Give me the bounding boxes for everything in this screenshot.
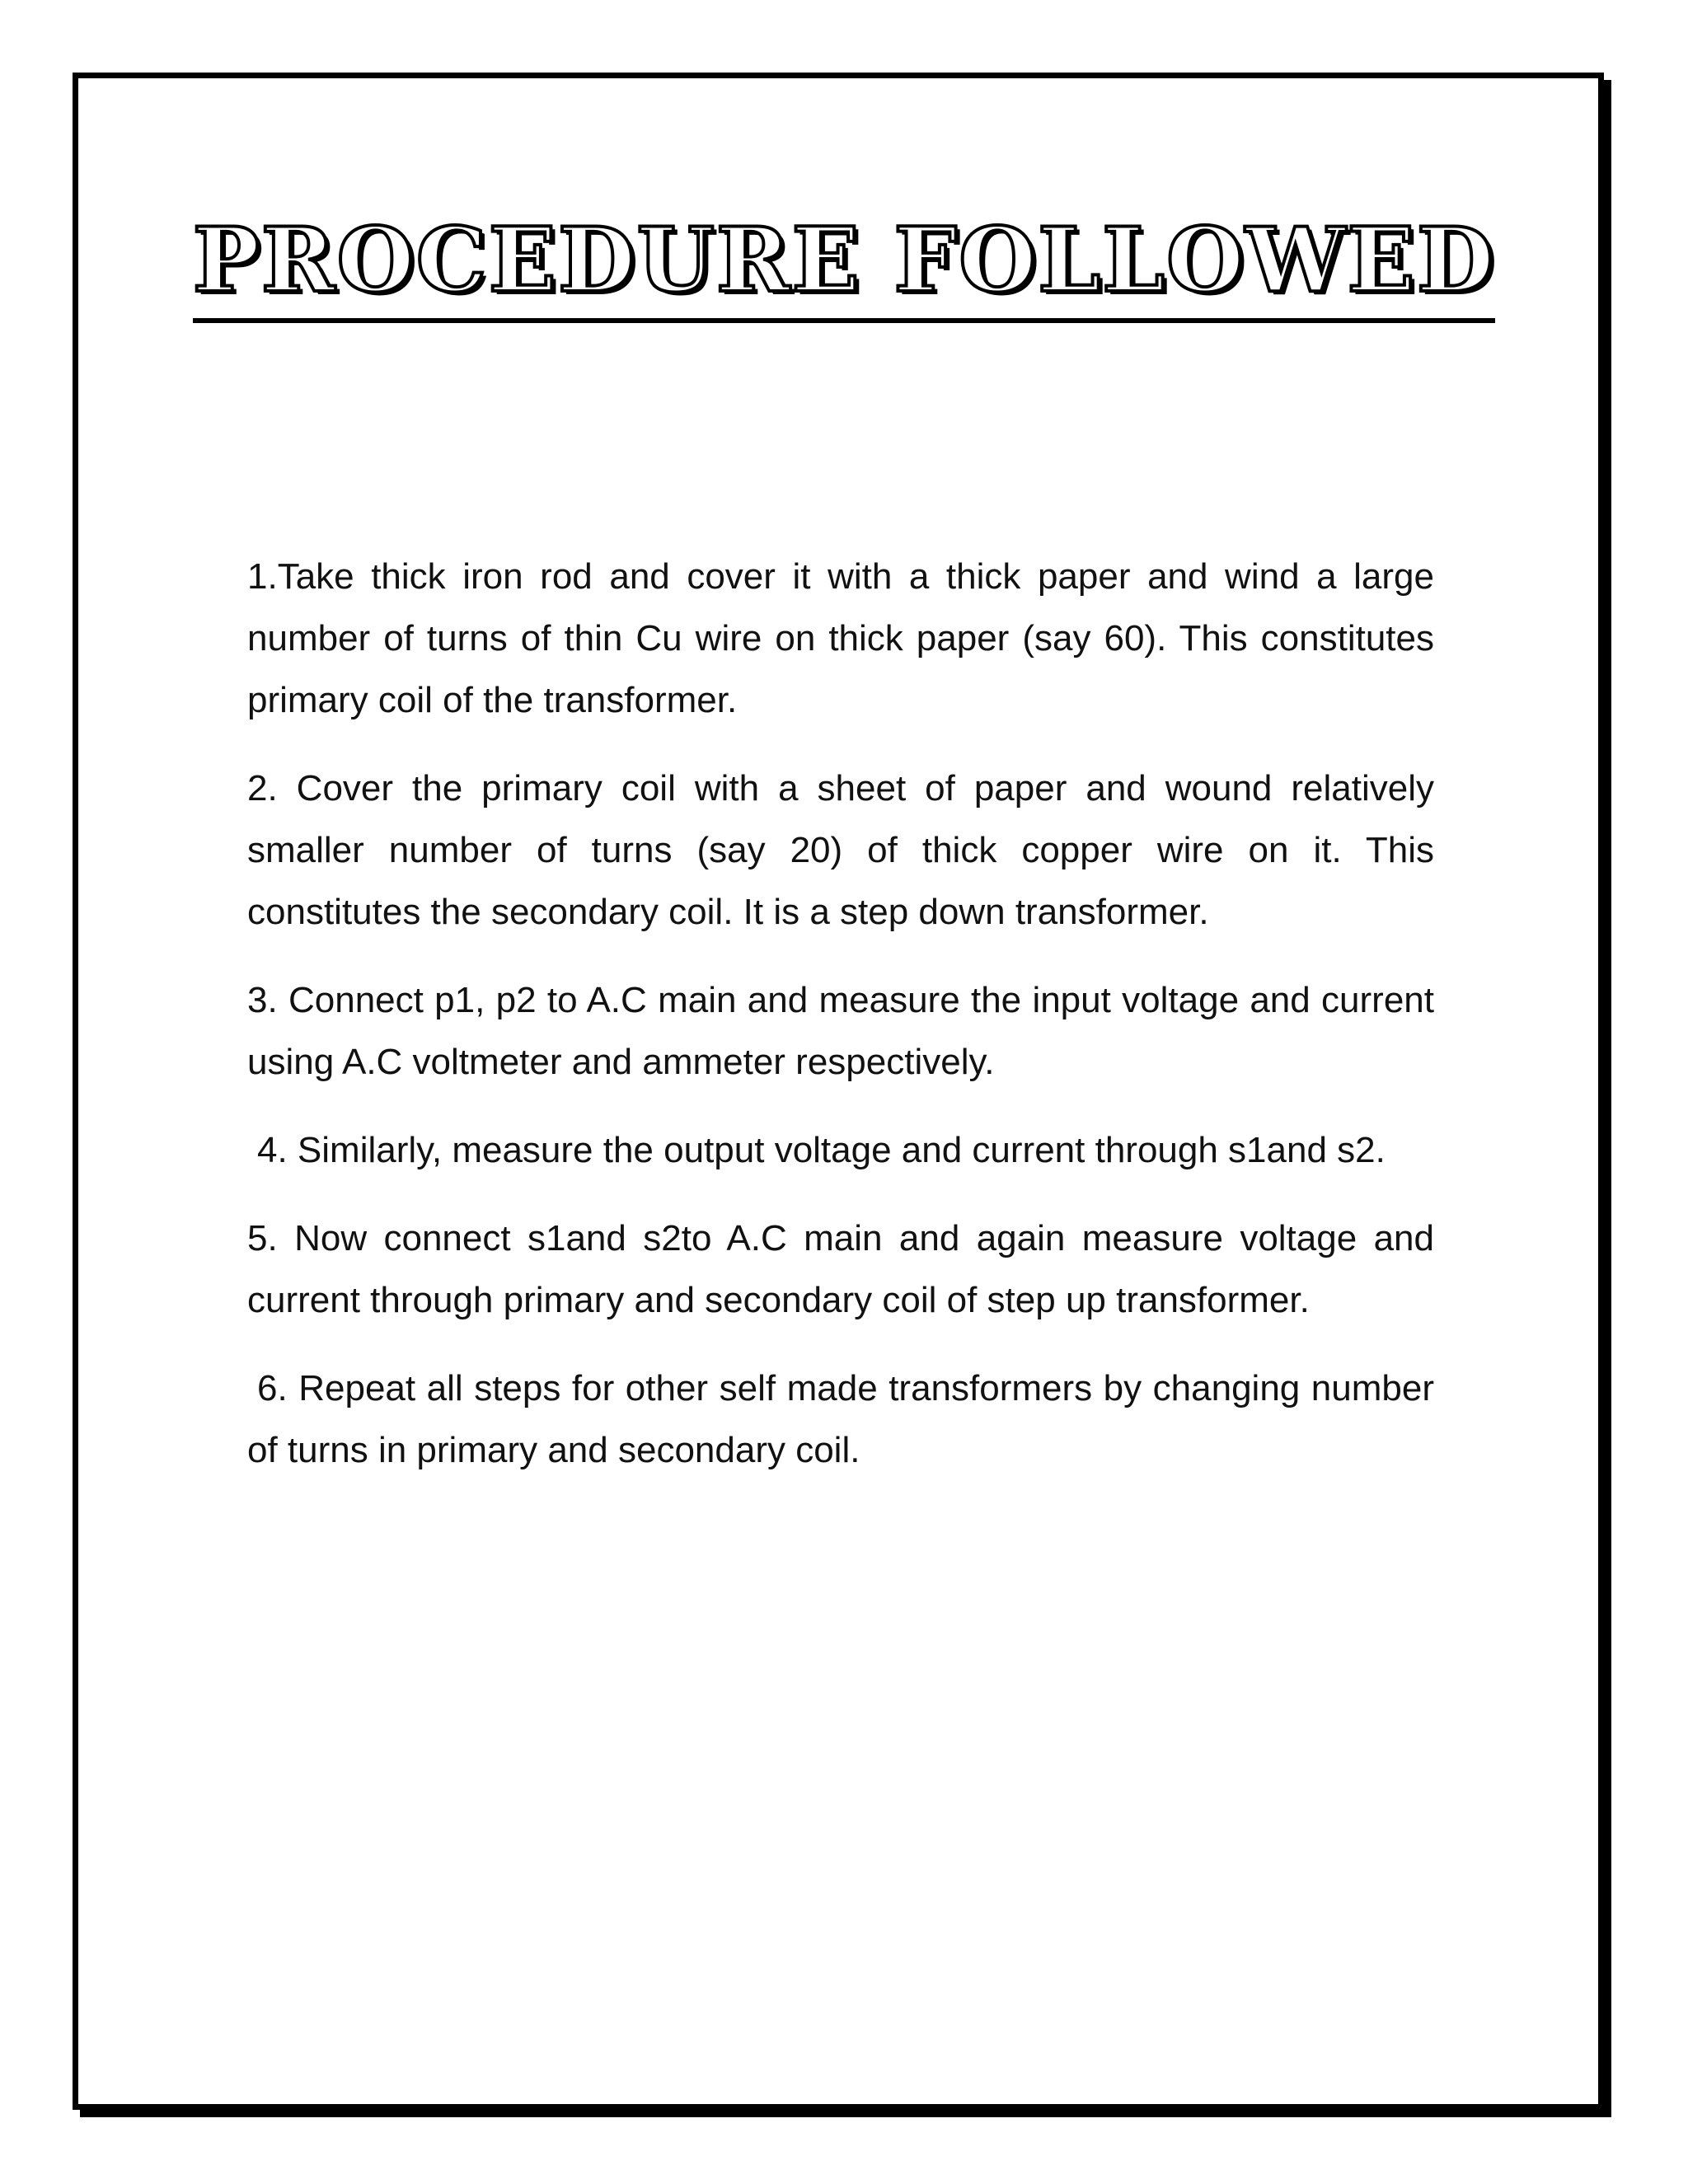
- procedure-step-4: 4. Similarly, measure the output voltage and current through s1and s2.: [257, 1130, 1386, 1170]
- procedure-step-1: 1.Take thick iron rod and cover it with a thick paper and wind a large number of turns of thin Cu wire on thick paper (say 60). This constitutes primary coil of the transformer.: [247, 556, 1434, 720]
- procedure-step-6: 6. Repeat all steps for other self made transformers by changing number of turns in primary and secondary coil.: [247, 1368, 1434, 1470]
- page-title: PROCEDURE FOLLOWED: [193, 216, 1496, 323]
- page-title-container: [0, 209, 1688, 323]
- procedure-step-3: 3. Connect p1, p2 to A.C main and measure the input voltage and current using A.C voltmeter and ammeter respectively.: [247, 980, 1434, 1082]
- procedure-step-2: 2. Cover the primary coil with a sheet of paper and wound relatively smaller number of turns (say 20) of thick copper wire on it. This constitutes the secondary coil. It is a step down transformer.: [247, 768, 1434, 932]
- procedure-steps: [247, 546, 1434, 1507]
- procedure-step-5: 5. Now connect s1and s2to A.C main and again measure voltage and current through primary and secondary coil of step up transformer.: [247, 1218, 1434, 1320]
